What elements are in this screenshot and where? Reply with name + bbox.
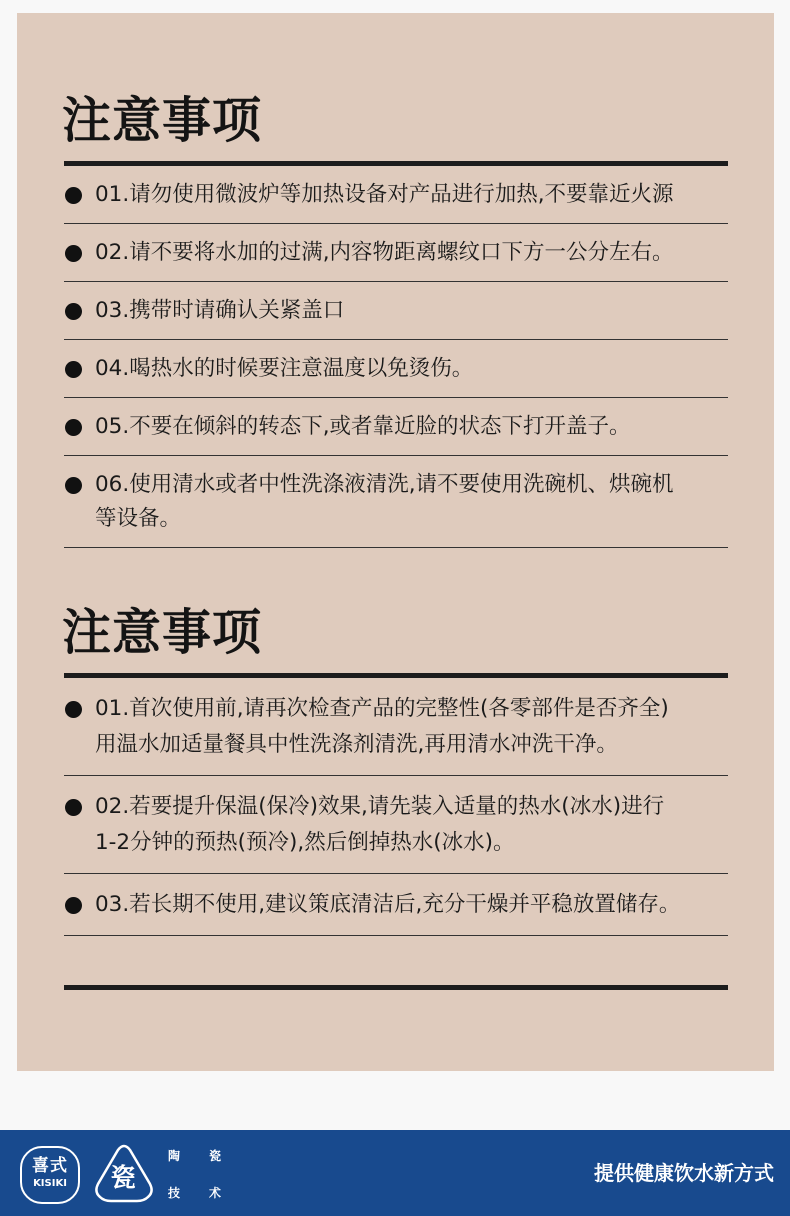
bullet-dot-icon: [65, 361, 82, 378]
notice-item: [64, 776, 728, 874]
notice-item: [64, 398, 728, 456]
notice-item-text: 02.若要提升保温(保冷)效果,请先装入适量的热水(冰水)进行: [95, 794, 665, 819]
notice-item-text: 等设备。: [95, 506, 182, 531]
bullet-dot-icon: [65, 245, 82, 262]
logo-en-text: KISIKI: [33, 1178, 67, 1189]
notice-item: [64, 282, 728, 340]
bottom-divider: [64, 985, 728, 990]
notice-item: [64, 224, 728, 282]
brand-slogan: 提供健康饮水新方式: [594, 1161, 774, 1185]
notice-item-text: 用温水加适量餐具中性洗涤剂清洗,再用清水冲洗干净。: [95, 732, 618, 757]
porcelain-glyph: 瓷: [110, 1163, 136, 1192]
porcelain-logo: [92, 1143, 156, 1205]
notice-item-text: 04.喝热水的时候要注意温度以免烫伤。: [95, 356, 474, 381]
notice-item-text: 1-2分钟的预热(预冷),然后倒掉热水(冰水)。: [95, 830, 515, 855]
notice-item: [64, 340, 728, 398]
tag-text: 陶: [168, 1149, 181, 1163]
section-title: 注意事项: [62, 92, 263, 149]
bullet-dot-icon: [65, 187, 82, 204]
bullet-dot-icon: [65, 477, 82, 494]
brand-footer: [0, 1130, 790, 1216]
notice-item-text: 06.使用清水或者中性洗涤液清洗,请不要使用洗碗机、烘碗机: [95, 472, 674, 497]
kisiki-logo: [20, 1146, 80, 1204]
notice-item-text: 01.请勿使用微波炉等加热设备对产品进行加热,不要靠近火源: [95, 182, 674, 207]
notice-list: [64, 678, 728, 936]
notice-section-1: [64, 91, 728, 548]
bullet-dot-icon: [65, 897, 82, 914]
notice-item-text: 05.不要在倾斜的转态下,或者靠近脸的状态下打开盖子。: [95, 414, 631, 439]
bullet-dot-icon: [65, 419, 82, 436]
notice-item: [64, 166, 728, 224]
notice-section-2: [64, 603, 728, 936]
notice-item: [64, 874, 728, 936]
notice-item-text: 02.请不要将水加的过满,内容物距离螺纹口下方一公分左右。: [95, 240, 674, 265]
section-title: 注意事项: [62, 604, 263, 661]
notice-card: [17, 13, 774, 1071]
notice-item: [64, 456, 728, 548]
logo-cn-text: 喜式: [32, 1156, 68, 1176]
bullet-dot-icon: [65, 701, 82, 718]
tag-text: 术: [209, 1186, 222, 1200]
notice-item: [64, 678, 728, 776]
tag-text: 技: [168, 1186, 181, 1200]
notice-item-text: 01.首次使用前,请再次检查产品的完整性(各零部件是否齐全): [95, 696, 669, 721]
bullet-dot-icon: [65, 799, 82, 816]
notice-item-text: 03.若长期不使用,建议策底清洁后,充分干燥并平稳放置储存。: [95, 892, 681, 917]
bullet-dot-icon: [65, 303, 82, 320]
notice-list: [64, 166, 728, 548]
tag-text: 瓷: [209, 1149, 222, 1163]
notice-item-text: 03.携带时请确认关紧盖口: [95, 298, 345, 323]
